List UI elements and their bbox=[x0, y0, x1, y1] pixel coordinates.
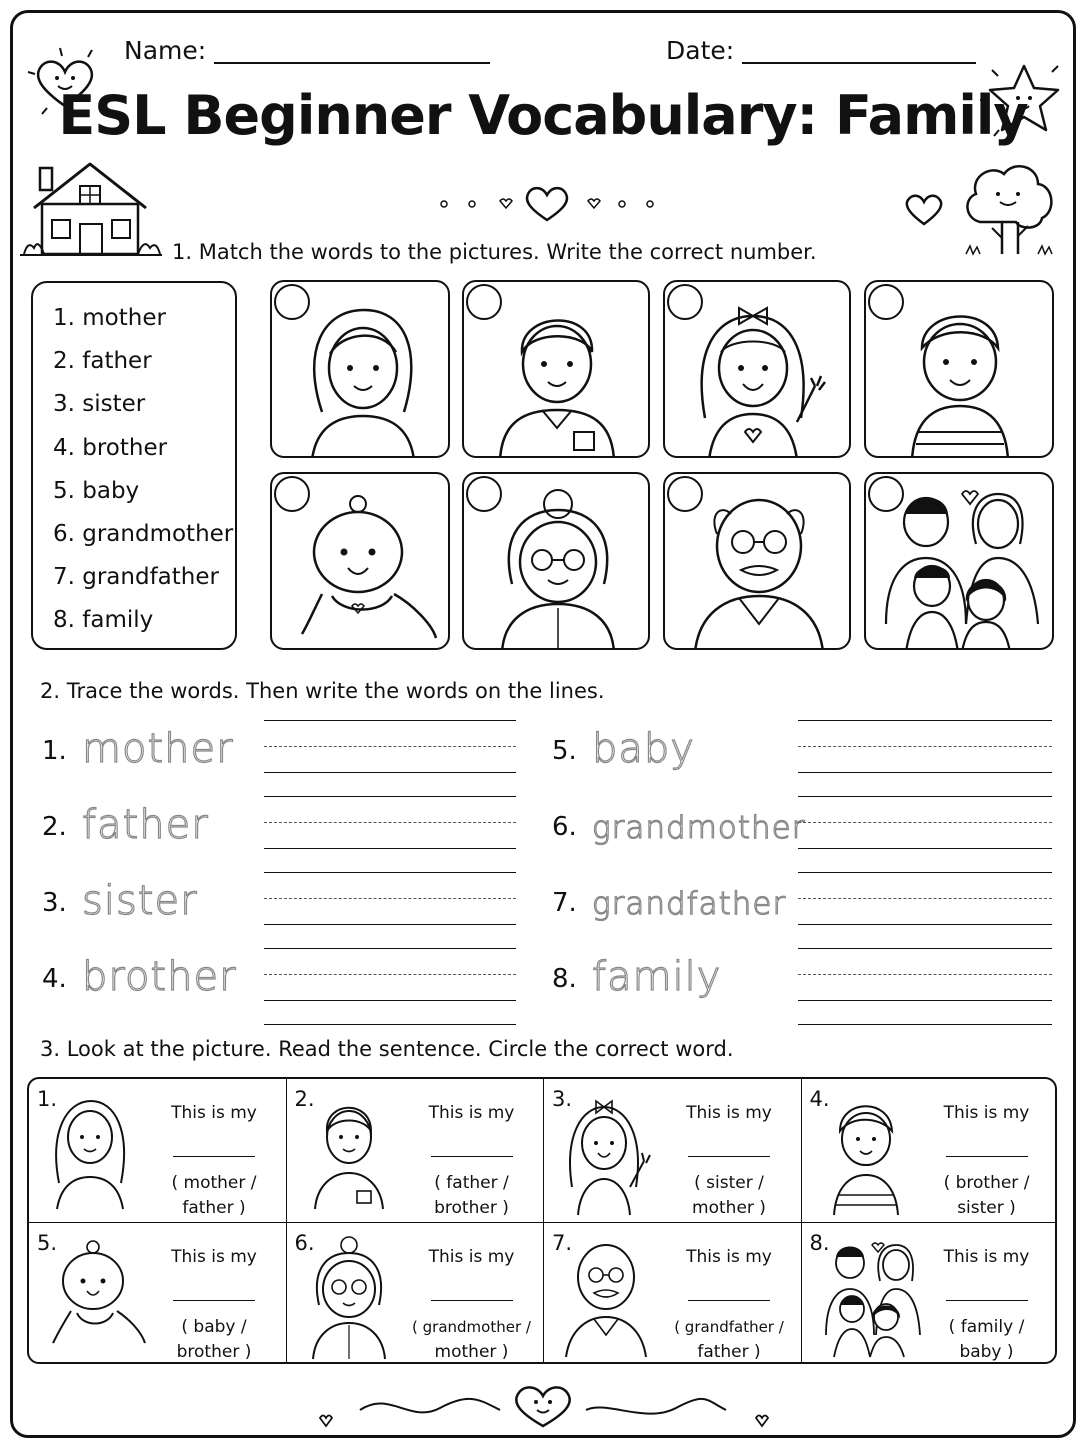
trace-word: father bbox=[82, 802, 209, 848]
house-icon bbox=[20, 158, 162, 258]
answer-circle[interactable] bbox=[868, 284, 904, 320]
word-list-item: 1. mother bbox=[53, 305, 166, 331]
cell-number: 7. bbox=[552, 1230, 573, 1255]
answer-options bbox=[922, 1171, 1052, 1221]
section3-instruction: 3. Look at the picture. Read the sentence. Circle the correct word. bbox=[40, 1037, 734, 1061]
answer-blank[interactable] bbox=[946, 1133, 1028, 1157]
trace-number: 1. bbox=[42, 736, 67, 766]
sentence-text: This is my bbox=[171, 1246, 257, 1267]
sentence-text: This is my bbox=[428, 1246, 515, 1267]
sentence-text: This is my bbox=[686, 1103, 772, 1123]
option-2[interactable]: father ) bbox=[697, 1341, 761, 1362]
small-heart-icon bbox=[902, 192, 946, 228]
answer-blank[interactable] bbox=[431, 1133, 513, 1157]
trace-number: 6. bbox=[552, 812, 577, 842]
picture-father bbox=[462, 280, 650, 458]
writing-line bbox=[264, 1024, 516, 1025]
writing-line[interactable] bbox=[798, 772, 1052, 773]
writing-line bbox=[798, 948, 1052, 949]
dots-heart-divider-icon bbox=[436, 180, 658, 226]
picture-sister bbox=[663, 280, 851, 458]
trace-word: mother bbox=[82, 726, 234, 772]
sentence-block bbox=[149, 1101, 279, 1221]
picture-grandmother bbox=[462, 472, 650, 650]
trace-word: family bbox=[592, 954, 722, 1000]
writing-line bbox=[798, 796, 1052, 797]
word-list-box bbox=[31, 281, 237, 650]
answer-circle[interactable] bbox=[274, 284, 310, 320]
writing-midline bbox=[798, 822, 1052, 823]
cell-number: 5. bbox=[37, 1230, 58, 1255]
brother-small-icon bbox=[820, 1091, 924, 1219]
sister-small-icon bbox=[562, 1091, 666, 1219]
writing-midline bbox=[264, 822, 516, 823]
family-small-icon bbox=[820, 1235, 924, 1363]
answer-blank[interactable] bbox=[173, 1133, 255, 1157]
trace-number: 2. bbox=[42, 812, 67, 842]
cell-number: 4. bbox=[809, 1087, 830, 1111]
sentence-text: This is my bbox=[171, 1103, 257, 1123]
writing-line[interactable] bbox=[264, 924, 516, 925]
cell-number: 6. bbox=[294, 1230, 315, 1255]
name-field[interactable] bbox=[214, 62, 490, 64]
writing-line[interactable] bbox=[798, 848, 1052, 849]
father-small-icon bbox=[305, 1091, 409, 1219]
writing-midline bbox=[264, 974, 516, 975]
answer-blank[interactable] bbox=[688, 1133, 770, 1157]
writing-midline bbox=[264, 898, 516, 899]
name-label: Name: bbox=[124, 36, 207, 65]
trace-word: grandfather bbox=[592, 886, 787, 922]
trace-word: baby bbox=[592, 726, 695, 772]
answer-circle[interactable] bbox=[274, 476, 310, 512]
writing-line bbox=[798, 872, 1052, 873]
answer-options bbox=[149, 1171, 279, 1221]
answer-options bbox=[149, 1315, 279, 1365]
answer-circle[interactable] bbox=[667, 476, 703, 512]
answer-options bbox=[407, 1171, 537, 1221]
cell-number: 1. bbox=[37, 1087, 58, 1111]
word-list-item: 8. family bbox=[53, 607, 154, 634]
trace-word: sister bbox=[82, 878, 198, 924]
sentence-cell-mother bbox=[29, 1079, 287, 1223]
sentence-cell-father bbox=[287, 1079, 545, 1223]
writing-line bbox=[798, 1024, 1052, 1025]
writing-midline bbox=[798, 898, 1052, 899]
option-2[interactable]: brother ) bbox=[434, 1198, 509, 1218]
answer-options bbox=[664, 1315, 794, 1365]
writing-line[interactable] bbox=[264, 848, 516, 849]
section2-instruction: 2. Trace the words. Then write the words on the lines. bbox=[40, 679, 605, 703]
picture-family bbox=[864, 472, 1054, 650]
trace-number: 8. bbox=[552, 964, 577, 994]
sentence-block bbox=[407, 1101, 537, 1221]
picture-grandfather bbox=[663, 472, 851, 650]
picture-sentence-grid bbox=[27, 1077, 1057, 1364]
footer-heart-divider-icon bbox=[300, 1380, 786, 1432]
section1-instruction: 1. Match the words to the pictures. Write the correct number. bbox=[172, 240, 817, 264]
option-1[interactable]: ( sister / bbox=[694, 1173, 764, 1193]
trace-number: 4. bbox=[42, 964, 67, 994]
answer-options bbox=[922, 1315, 1052, 1365]
option-1[interactable]: ( grandmother / bbox=[412, 1317, 531, 1336]
trace-number: 7. bbox=[552, 888, 577, 918]
answer-options bbox=[664, 1171, 794, 1221]
writing-line[interactable] bbox=[798, 924, 1052, 925]
sentence-cell-baby bbox=[29, 1223, 287, 1365]
sentence-block bbox=[664, 1101, 794, 1221]
picture-baby bbox=[270, 472, 450, 650]
answer-circle[interactable] bbox=[667, 284, 703, 320]
option-1[interactable]: ( mother / bbox=[171, 1173, 257, 1193]
option-1[interactable]: ( family / bbox=[948, 1316, 1025, 1337]
sentence-block bbox=[664, 1245, 794, 1365]
option-2[interactable]: sister ) bbox=[957, 1198, 1016, 1218]
trace-word: brother bbox=[82, 954, 237, 1000]
answer-blank[interactable] bbox=[173, 1277, 255, 1301]
writing-midline bbox=[798, 974, 1052, 975]
mother-small-icon bbox=[47, 1091, 151, 1219]
word-list-item: 4. brother bbox=[53, 434, 168, 461]
writing-line bbox=[264, 872, 516, 873]
sentence-block bbox=[922, 1101, 1052, 1221]
sentence-text: This is my bbox=[428, 1103, 515, 1123]
answer-blank[interactable] bbox=[946, 1277, 1028, 1301]
word-list-item: 3. sister bbox=[53, 391, 146, 418]
writing-line[interactable] bbox=[798, 1000, 1052, 1001]
sentence-cell-grandfather bbox=[544, 1223, 802, 1365]
answer-blank[interactable] bbox=[688, 1277, 770, 1301]
writing-line bbox=[264, 720, 516, 721]
cell-number: 3. bbox=[552, 1087, 573, 1111]
writing-midline bbox=[798, 746, 1052, 747]
word-list-item: 5. baby bbox=[53, 477, 140, 504]
option-1[interactable]: ( baby / bbox=[181, 1316, 247, 1337]
sentence-cell-family bbox=[802, 1223, 1058, 1365]
writing-line[interactable] bbox=[264, 772, 516, 773]
trace-number: 3. bbox=[42, 888, 67, 918]
date-field[interactable] bbox=[742, 62, 976, 64]
sentence-cell-grandmother bbox=[287, 1223, 545, 1365]
sentence-text: This is my bbox=[943, 1103, 1030, 1123]
writing-line bbox=[798, 720, 1052, 721]
grandmother-small-icon bbox=[305, 1235, 409, 1363]
sentence-text: This is my bbox=[943, 1246, 1030, 1267]
option-2[interactable]: mother ) bbox=[692, 1198, 766, 1218]
writing-line[interactable] bbox=[264, 1000, 516, 1001]
sentence-block bbox=[407, 1245, 537, 1365]
answer-options bbox=[407, 1315, 537, 1365]
answer-circle[interactable] bbox=[466, 476, 502, 512]
word-list-item: 2. father bbox=[53, 348, 152, 375]
sentence-cell-brother bbox=[802, 1079, 1058, 1223]
tree-icon bbox=[958, 156, 1062, 260]
sentence-block bbox=[922, 1245, 1052, 1365]
word-list-item: 7. grandfather bbox=[53, 564, 219, 591]
trace-number: 5. bbox=[552, 736, 577, 766]
picture-brother bbox=[864, 280, 1054, 458]
date-label: Date: bbox=[666, 36, 735, 65]
cell-number: 2. bbox=[294, 1087, 315, 1111]
answer-blank[interactable] bbox=[431, 1277, 513, 1301]
sentence-cell-sister bbox=[544, 1079, 802, 1223]
writing-line bbox=[264, 796, 516, 797]
option-1[interactable]: ( grandfather / bbox=[674, 1317, 784, 1336]
worksheet-title: ESL Beginner Vocabulary: Family bbox=[58, 84, 1028, 147]
trace-word: grandmother bbox=[592, 810, 806, 846]
grandfather-small-icon bbox=[562, 1235, 666, 1363]
option-1[interactable]: ( father / bbox=[434, 1173, 509, 1193]
answer-circle[interactable] bbox=[466, 284, 502, 320]
option-2[interactable]: mother ) bbox=[434, 1341, 509, 1362]
sentence-block bbox=[149, 1245, 279, 1365]
writing-line bbox=[264, 948, 516, 949]
option-2[interactable]: baby ) bbox=[959, 1341, 1014, 1362]
option-2[interactable]: brother ) bbox=[176, 1341, 252, 1362]
sentence-text: This is my bbox=[686, 1246, 772, 1267]
writing-midline bbox=[264, 746, 516, 747]
picture-mother bbox=[270, 280, 450, 458]
baby-small-icon bbox=[47, 1235, 151, 1363]
answer-circle[interactable] bbox=[868, 476, 904, 512]
word-list-item: 6. grandmother bbox=[53, 520, 234, 547]
option-2[interactable]: father ) bbox=[182, 1198, 246, 1218]
option-1[interactable]: ( brother / bbox=[943, 1173, 1030, 1193]
cell-number: 8. bbox=[809, 1230, 830, 1255]
